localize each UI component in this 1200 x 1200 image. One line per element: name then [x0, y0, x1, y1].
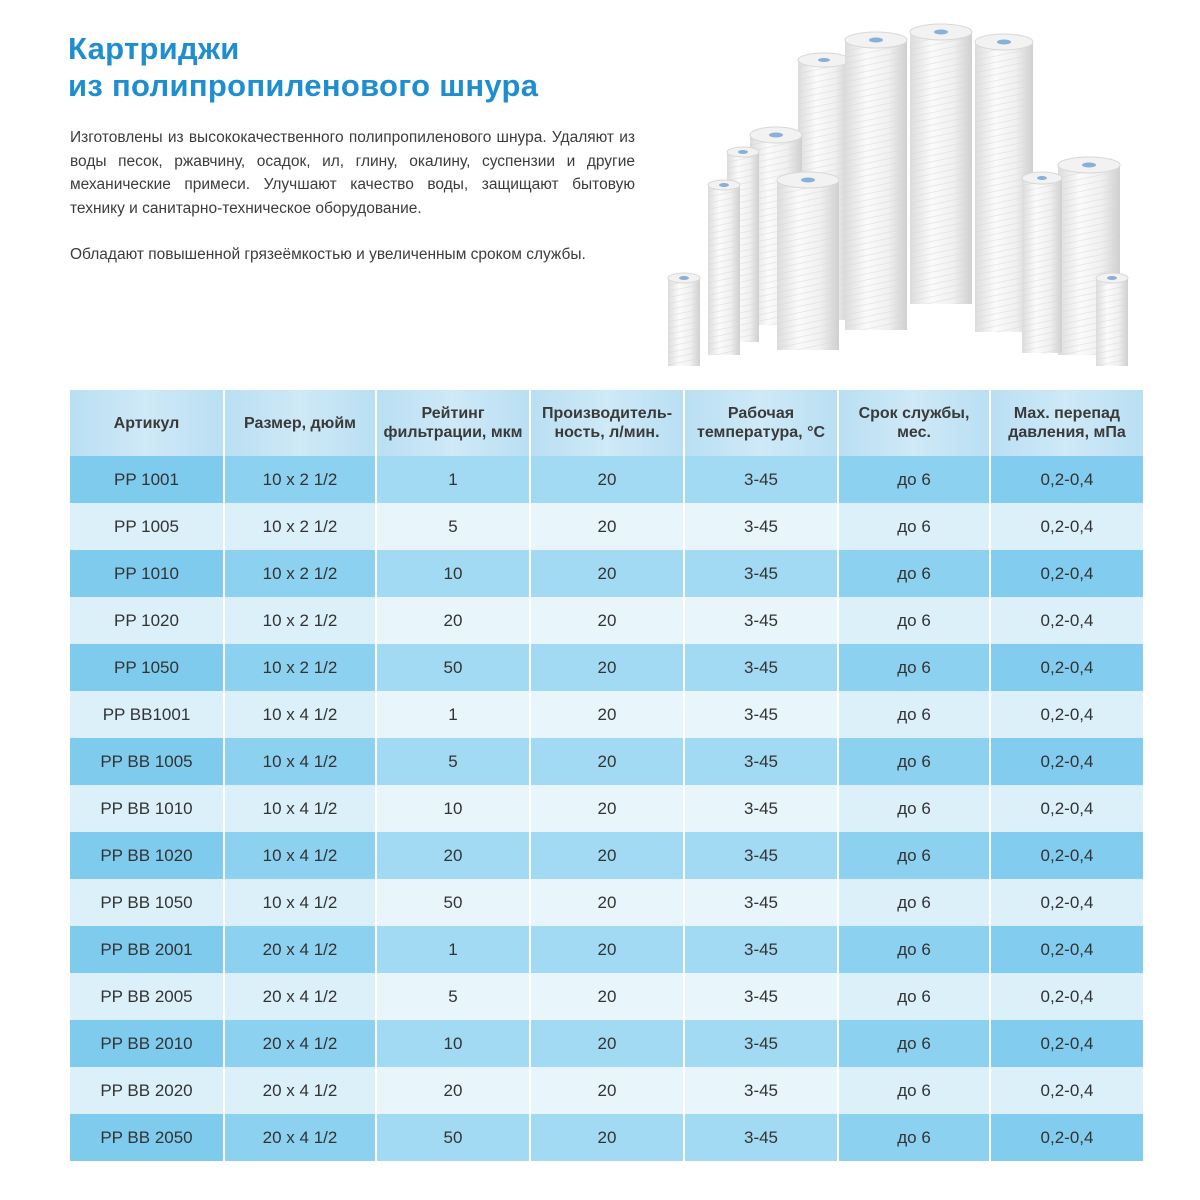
column-header: Рабочая температура, °С [684, 390, 838, 456]
table-cell: 3-45 [684, 1020, 838, 1067]
table-cell: до 6 [838, 926, 990, 973]
table-cell: 20 [530, 691, 684, 738]
table-cell: до 6 [838, 597, 990, 644]
table-cell: 20 [376, 1067, 530, 1114]
table-cell: PP 1010 [70, 550, 224, 597]
table-cell: 10 х 2 1/2 [224, 503, 376, 550]
table-cell: до 6 [838, 1114, 990, 1161]
table-cell: 10 х 4 1/2 [224, 832, 376, 879]
table-cell: 50 [376, 644, 530, 691]
table-cell: 1 [376, 456, 530, 503]
table-cell: 20 [530, 456, 684, 503]
table-row [70, 973, 1143, 1020]
table-cell: 0,2-0,4 [990, 456, 1143, 503]
table-row [70, 456, 1143, 503]
table-cell: 3-45 [684, 691, 838, 738]
table-cell: 5 [376, 738, 530, 785]
table-cell: 3-45 [684, 973, 838, 1020]
table-cell: 20 [376, 832, 530, 879]
table-cell: PP BB 1020 [70, 832, 224, 879]
table-row [70, 691, 1143, 738]
title-line-1: Картриджи [68, 31, 240, 66]
table-row [70, 832, 1143, 879]
table-cell: до 6 [838, 785, 990, 832]
table-cell: до 6 [838, 456, 990, 503]
table-cell: 20 [530, 738, 684, 785]
table-row [70, 1067, 1143, 1114]
table-row [70, 1020, 1143, 1067]
table-cell: до 6 [838, 879, 990, 926]
table-cell: 3-45 [684, 550, 838, 597]
table-cell: 10 х 4 1/2 [224, 879, 376, 926]
table-cell: 0,2-0,4 [990, 973, 1143, 1020]
table-cell: 3-45 [684, 832, 838, 879]
table-cell: 3-45 [684, 503, 838, 550]
table-header [70, 390, 1143, 456]
table-cell: 3-45 [684, 738, 838, 785]
table-cell: до 6 [838, 691, 990, 738]
table-cell: 3-45 [684, 879, 838, 926]
column-header: Срок службы, мес. [838, 390, 990, 456]
table-cell: PP BB 1010 [70, 785, 224, 832]
table-cell: 0,2-0,4 [990, 738, 1143, 785]
table-cell: 0,2-0,4 [990, 644, 1143, 691]
table-cell: 0,2-0,4 [990, 550, 1143, 597]
table-cell: PP 1001 [70, 456, 224, 503]
table-cell: 1 [376, 926, 530, 973]
table-cell: 0,2-0,4 [990, 926, 1143, 973]
table-cell: 10 х 4 1/2 [224, 691, 376, 738]
specs-table-wrapper [70, 390, 1143, 1161]
table-cell: до 6 [838, 1020, 990, 1067]
table-cell: 20 х 4 1/2 [224, 1114, 376, 1161]
table-row [70, 644, 1143, 691]
column-header: Артикул [70, 390, 224, 456]
table-cell: 20 [530, 785, 684, 832]
table-cell: 10 х 2 1/2 [224, 644, 376, 691]
table-cell: 20 х 4 1/2 [224, 1067, 376, 1114]
table-header-row [70, 390, 1143, 456]
table-cell: 50 [376, 879, 530, 926]
table-cell: PP BB 1050 [70, 879, 224, 926]
table-cell: 0,2-0,4 [990, 1020, 1143, 1067]
table-cell: 20 [530, 550, 684, 597]
table-cell: PP 1005 [70, 503, 224, 550]
column-header: Производитель-ность, л/мин. [530, 390, 684, 456]
table-cell: 20 [530, 597, 684, 644]
table-cell: 0,2-0,4 [990, 879, 1143, 926]
table-cell: 20 [530, 879, 684, 926]
description [70, 126, 635, 290]
table-cell: PP BB 1005 [70, 738, 224, 785]
table-row [70, 879, 1143, 926]
table-cell: 20 [530, 1020, 684, 1067]
table-row [70, 597, 1143, 644]
table-cell: 20 [530, 1114, 684, 1161]
table-cell: 5 [376, 503, 530, 550]
table-cell: до 6 [838, 503, 990, 550]
column-header: Рейтинг фильтрации, мкм [376, 390, 530, 456]
table-cell: 20 [530, 973, 684, 1020]
table-cell: PP 1020 [70, 597, 224, 644]
column-header: Мах. перепад давления, мПа [990, 390, 1143, 456]
table-cell: до 6 [838, 832, 990, 879]
table-cell: 1 [376, 691, 530, 738]
column-header: Размер, дюйм [224, 390, 376, 456]
table-cell: 10 х 4 1/2 [224, 785, 376, 832]
table-cell: 3-45 [684, 1067, 838, 1114]
table-row [70, 738, 1143, 785]
table-body [70, 456, 1143, 1161]
table-cell: 10 х 2 1/2 [224, 456, 376, 503]
table-row [70, 785, 1143, 832]
table-cell: PP BB1001 [70, 691, 224, 738]
table-cell: 10 х 4 1/2 [224, 738, 376, 785]
title-line-2: из полипропиленового шнура [68, 68, 539, 103]
table-cell: 3-45 [684, 597, 838, 644]
table-cell: PP BB 2050 [70, 1114, 224, 1161]
table-row [70, 503, 1143, 550]
table-cell: 10 х 2 1/2 [224, 550, 376, 597]
table-cell: 20 х 4 1/2 [224, 973, 376, 1020]
table-cell: 20 х 4 1/2 [224, 926, 376, 973]
table-cell: PP BB 2010 [70, 1020, 224, 1067]
table-cell: 5 [376, 973, 530, 1020]
table-cell: 3-45 [684, 644, 838, 691]
description-paragraph-1: Изготовлены из высококачественного полипропиленового шнура. Удаляют из воды песок, ржавчину, осадок, ил, глину, окалину, суспензии и другие механические примеси. Улучшают качество воды, защищают бытовую технику и санитарно-техническое оборудование. [70, 129, 635, 217]
table-cell: PP BB 2001 [70, 926, 224, 973]
table-cell: 0,2-0,4 [990, 832, 1143, 879]
table-cell: до 6 [838, 644, 990, 691]
table-cell: до 6 [838, 973, 990, 1020]
table-cell: до 6 [838, 1067, 990, 1114]
table-cell: 0,2-0,4 [990, 503, 1143, 550]
table-cell: 3-45 [684, 785, 838, 832]
table-cell: 20 [530, 503, 684, 550]
page-title [68, 30, 538, 104]
table-cell: до 6 [838, 738, 990, 785]
table-cell: PP 1050 [70, 644, 224, 691]
table-cell: 10 [376, 1020, 530, 1067]
table-cell: 20 [530, 1067, 684, 1114]
table-cell: 20 х 4 1/2 [224, 1020, 376, 1067]
table-cell: 0,2-0,4 [990, 785, 1143, 832]
table-cell: 3-45 [684, 926, 838, 973]
table-row [70, 550, 1143, 597]
table-cell: 3-45 [684, 1114, 838, 1161]
table-row [70, 926, 1143, 973]
table-cell: 0,2-0,4 [990, 597, 1143, 644]
table-cell: 50 [376, 1114, 530, 1161]
description-paragraph-2: Обладают повышенной грязеёмкостью и увеличенным сроком службы. [70, 246, 586, 263]
table-cell: PP BB 2005 [70, 973, 224, 1020]
table-row [70, 1114, 1143, 1161]
table-cell: 20 [530, 644, 684, 691]
table-cell: 20 [530, 832, 684, 879]
table-cell: 3-45 [684, 456, 838, 503]
table-cell: PP BB 2020 [70, 1067, 224, 1114]
table-cell: 10 [376, 785, 530, 832]
table-cell: 0,2-0,4 [990, 691, 1143, 738]
table-cell: 20 [376, 597, 530, 644]
specs-table [70, 390, 1143, 1161]
table-cell: 10 х 2 1/2 [224, 597, 376, 644]
table-cell: 0,2-0,4 [990, 1067, 1143, 1114]
filter-cartridges-photo [650, 10, 1170, 380]
table-cell: 0,2-0,4 [990, 1114, 1143, 1161]
table-cell: 10 [376, 550, 530, 597]
table-cell: до 6 [838, 550, 990, 597]
table-cell: 20 [530, 926, 684, 973]
